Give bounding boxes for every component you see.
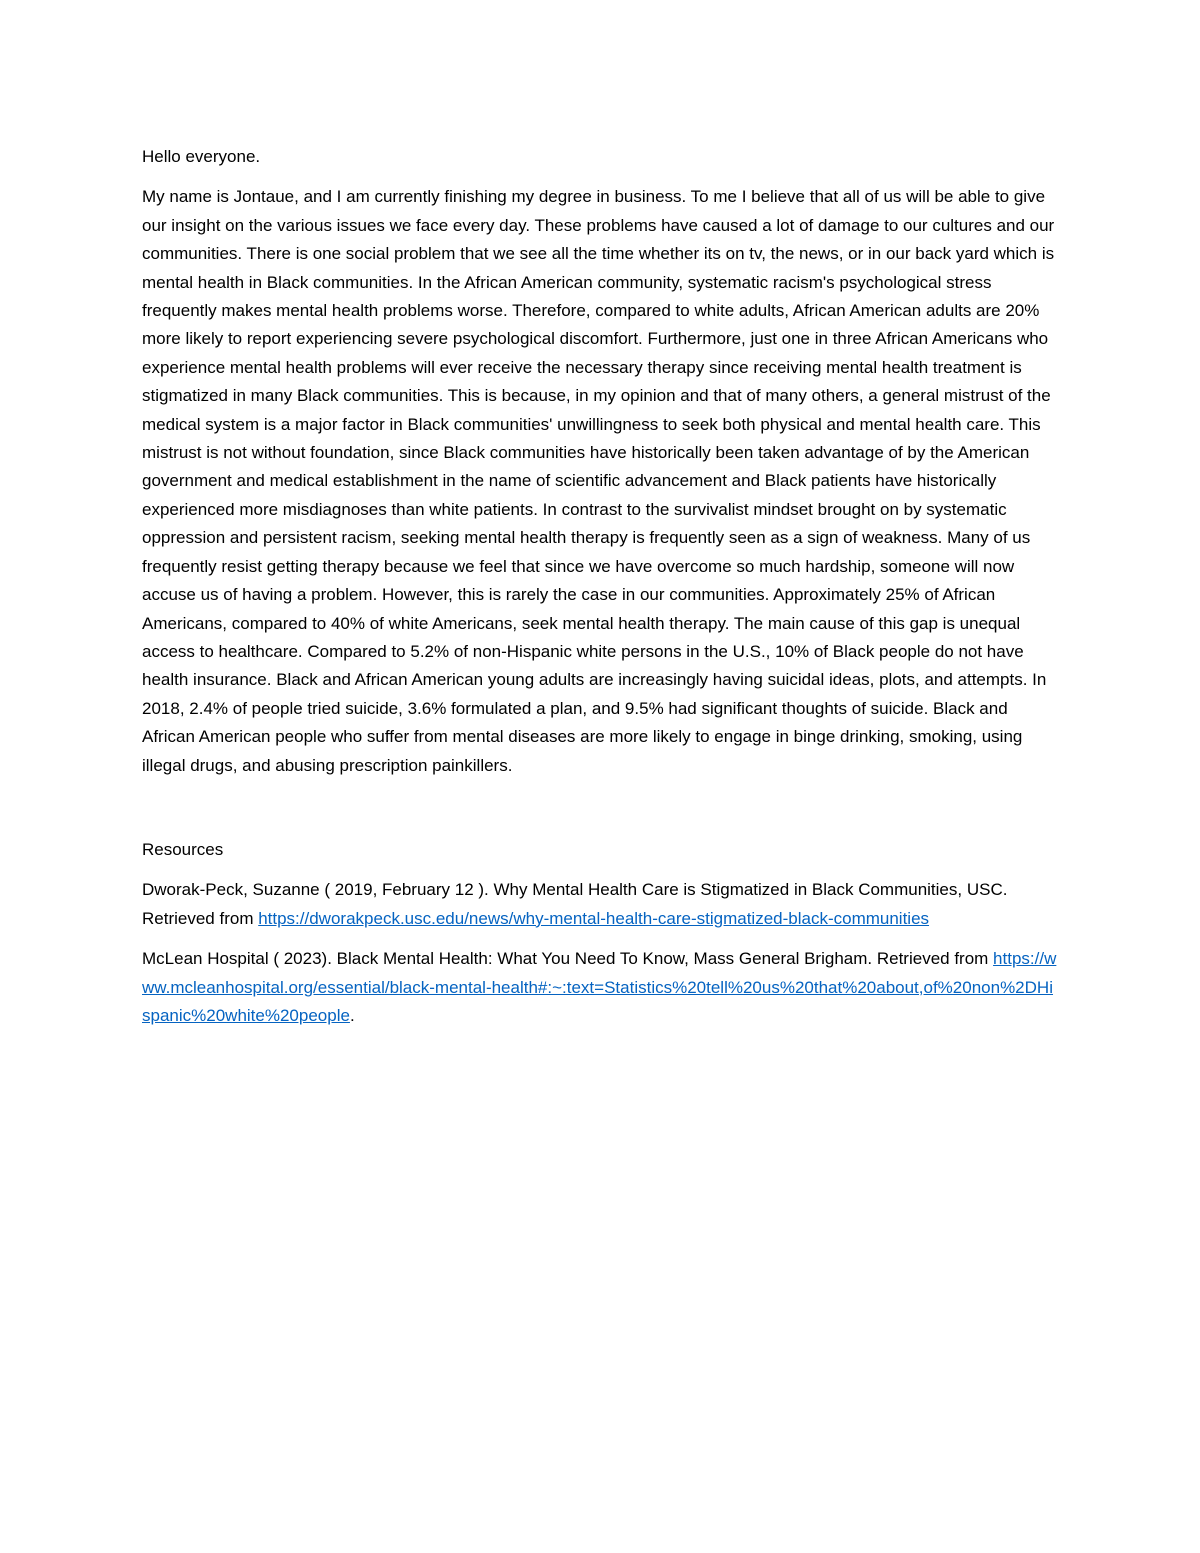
- reference-item: [142, 876, 1060, 933]
- body-paragraph: My name is Jontaue, and I am currently finishing my degree in business. To me I believe that all of us will be able to give our insight on the various issues we face every day. These problems have caused a lot of damage to our cultures and our communities. There is one social problem that we see all the time whether its on tv, the news, or in our back yard which is mental health in Black communities. In the African American community, systematic racism's psychological stress frequently makes mental health problems worse. Therefore, compared to white adults, African American adults are 20% more likely to report experiencing severe psychological discomfort. Furthermore, just one in three African Americans who experience mental health problems will ever receive the necessary therapy since receiving mental health treatment is stigmatized in many Black communities. This is because, in my opinion and that of many others, a general mistrust of the medical system is a major factor in Black communities' unwillingness to seek both physical and mental health care. This mistrust is not without foundation, since Black communities have historically been taken advantage of by the American government and medical establishment in the name of scientific advancement and Black patients have historically experienced more misdiagnoses than white patients. In contrast to the survivalist mindset brought on by systematic oppression and persistent racism, seeking mental health therapy is frequently seen as a sign of weakness. Many of us frequently resist getting therapy because we feel that since we have overcome so much hardship, someone will now accuse us of having a problem. However, this is rarely the case in our communities. Approximately 25% of African Americans, compared to 40% of white Americans, seek mental health therapy. The main cause of this gap is unequal access to healthcare. Compared to 5.2% of non-Hispanic white persons in the U.S., 10% of Black people do not have health insurance. Black and African American young adults are increasingly having suicidal ideas, plots, and attempts. In 2018, 2.4% of people tried suicide, 3.6% formulated a plan, and 9.5% had significant thoughts of suicide. Black and African American people who suffer from mental diseases are more likely to engage in binge drinking, smoking, using illegal drugs, and abusing prescription painkillers.: [142, 187, 1055, 775]
- reference-item: [142, 945, 1060, 1030]
- spacer: [142, 792, 1060, 836]
- resources-heading: Resources: [142, 839, 224, 859]
- greeting: Hello everyone.: [142, 147, 261, 166]
- reference-text: McLean Hospital ( 2023). Black Mental Health: What You Need To Know, Mass General Brigham. Retrieved from: [142, 949, 994, 969]
- reference-text: Dworak-Peck, Suzanne ( 2019, February 12 ). Why Mental Health Care is Stigmatized in Black Communities, USC. Retrieved from: [142, 880, 1008, 928]
- reference-suffix: .: [349, 1005, 355, 1025]
- reference-link[interactable]: https://www.mcleanhospital.org/essential/black-mental-health#:~:text=Statistics%20tell%20us%20that%20about,of%20non%2DHispanic%20white%20people: [142, 949, 1057, 1025]
- document-page: [142, 143, 1060, 1042]
- reference-link[interactable]: https://dworakpeck.usc.edu/news/why-mental-health-care-stigmatized-black-communities: [258, 908, 930, 928]
